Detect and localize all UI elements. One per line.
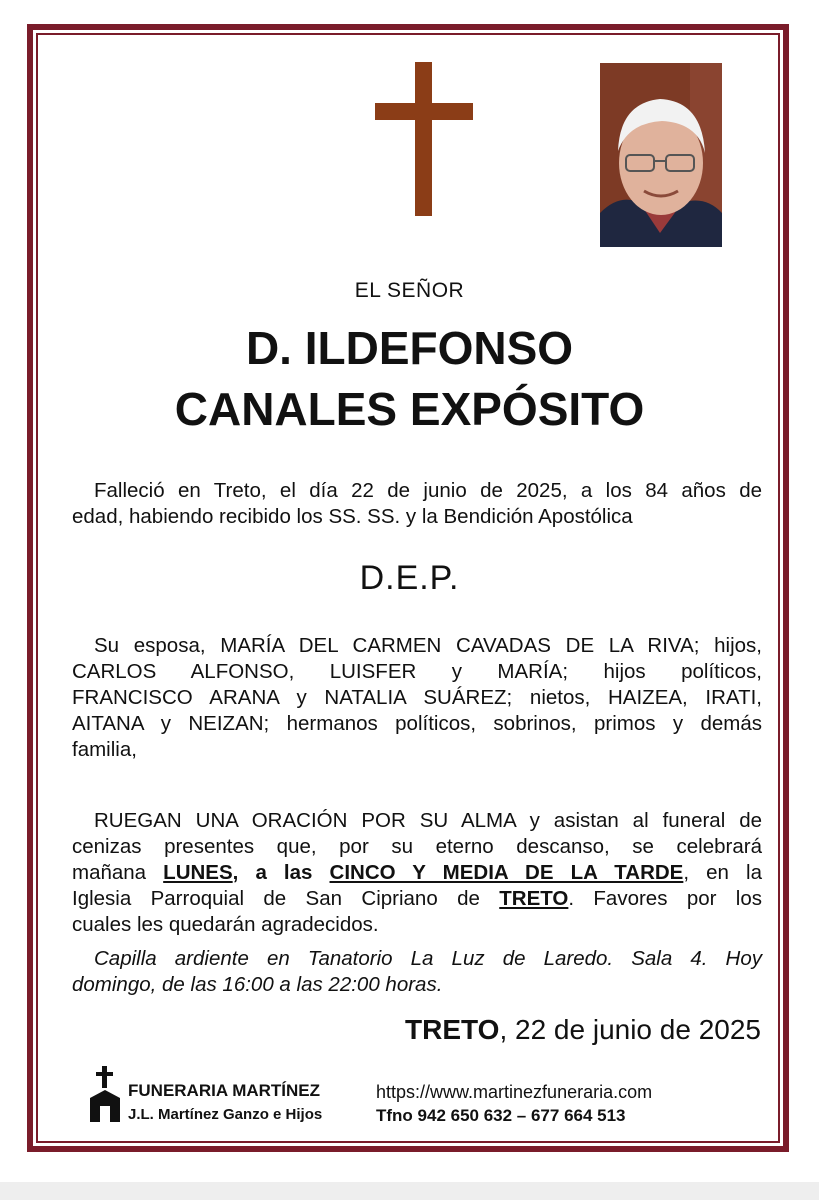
death-notice — [72, 478, 762, 530]
cross-icon — [375, 62, 473, 216]
website-link[interactable]: https://www.martinezfuneraria.com — [376, 1082, 653, 1102]
family-line: AITANA y NEIZAN; hermanos políticos, sobrinos, primos y demás — [72, 712, 762, 735]
funeral-time: CINCO Y MEDIA DE LA TARDE — [329, 861, 684, 884]
funeral-line: RUEGAN UNA ORACIÓN POR SU ALMA y asistan al funeral de — [94, 809, 762, 832]
firm-subtitle: J.L. Martínez Ganzo e Hijos — [128, 1106, 323, 1123]
firm-name: FUNERARIA MARTÍNEZ — [128, 1081, 321, 1100]
death-notice-line: edad, habiendo recibido los SS. SS. y la Bendición Apostólica — [72, 505, 633, 528]
place: TRETO — [405, 1014, 500, 1045]
funeral-home-logo-icon — [88, 1066, 122, 1124]
deceased-name-line2: CANALES EXPÓSITO — [174, 383, 645, 435]
date: , 22 de junio de 2025 — [499, 1014, 761, 1045]
dep-text: D.E.P. — [359, 559, 460, 597]
family-line: familia, — [72, 738, 137, 761]
place-date — [405, 1014, 761, 1046]
family-paragraph — [72, 633, 762, 763]
death-notice-line: Falleció en Treto, el día 22 de junio de 2025, a los 84 años de — [94, 479, 762, 502]
funeral-paragraph — [72, 808, 762, 938]
deceased-photo — [600, 63, 722, 247]
funeral-line: cenizas presentes que, por su eterno descanso, se celebrará — [72, 835, 762, 858]
funeral-day: LUNES — [163, 861, 233, 884]
funeral-place: TRETO — [499, 887, 569, 910]
phone-numbers: Tfno 942 650 632 – 677 664 513 — [376, 1106, 626, 1125]
chapel-paragraph — [72, 946, 762, 998]
bottom-strip — [0, 1182, 819, 1200]
funeral-line: Iglesia Parroquial de San Cipriano de TRETO. Favores por los — [72, 887, 763, 910]
family-line: FRANCISCO ARANA y NATALIA SUÁREZ; nietos, HAIZEA, IRATI, — [72, 686, 762, 709]
funeral-line: cuales les quedarán agradecidos. — [72, 913, 379, 936]
deceased-name-line1: D. ILDEFONSO — [245, 322, 574, 374]
chapel-line: Capilla ardiente en Tanatorio La Luz de Laredo. Sala 4. Hoy — [94, 947, 762, 970]
chapel-line: domingo, de las 16:00 a las 22:00 horas. — [72, 973, 443, 996]
title-prefix: EL SEÑOR — [354, 279, 465, 302]
family-line: CARLOS ALFONSO, LUISFER y MARÍA; hijos políticos, — [72, 660, 762, 683]
funeral-line: mañana LUNES, a las CINCO Y MEDIA DE LA TARDE, en la — [72, 861, 762, 884]
family-line: Su esposa, MARÍA DEL CARMEN CAVADAS DE LA RIVA; hijos, — [94, 634, 762, 657]
